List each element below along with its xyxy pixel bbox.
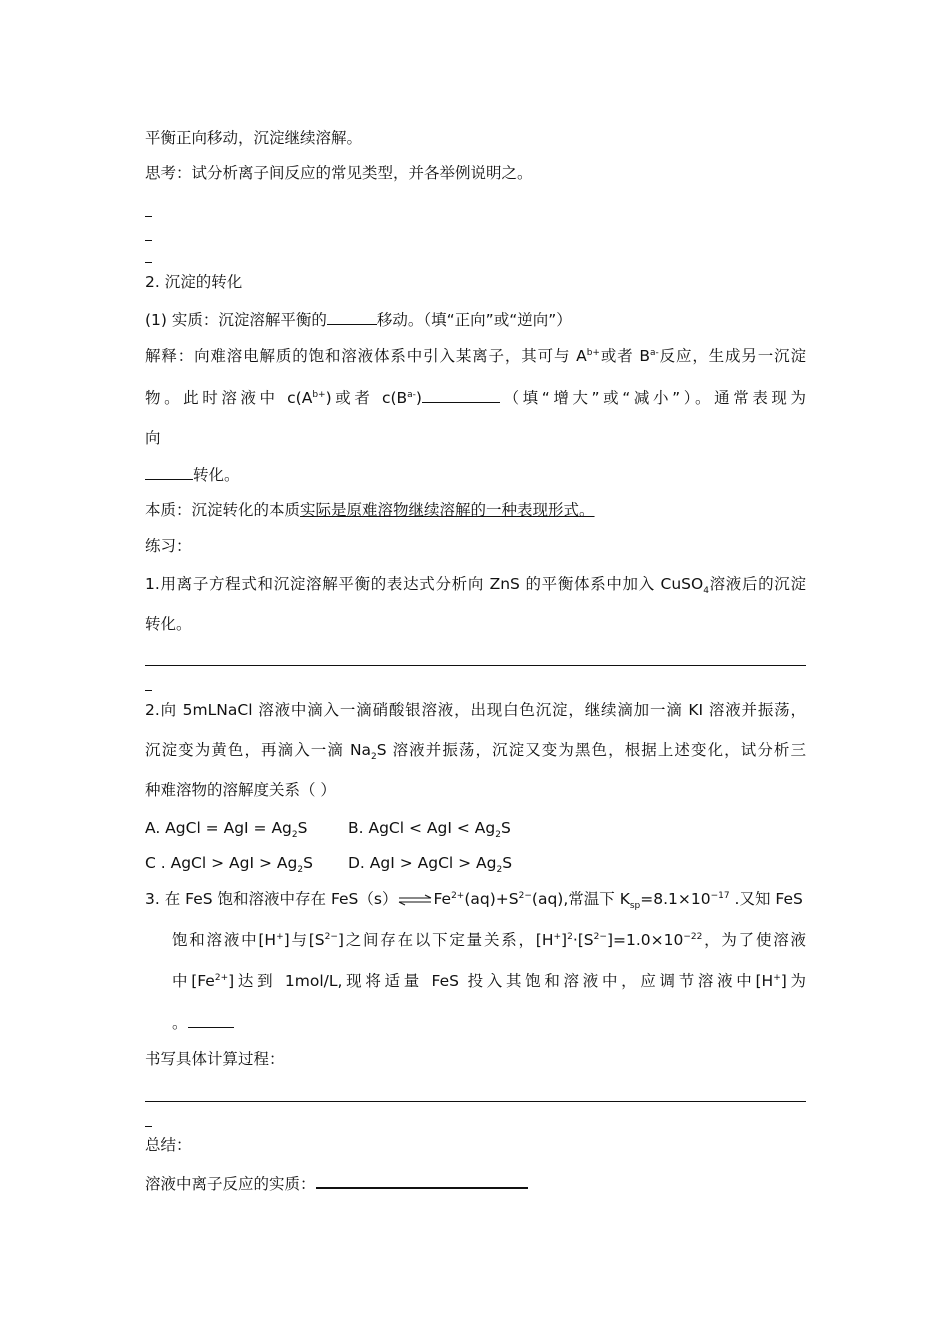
explanation-line: 转化。 xyxy=(145,464,240,485)
answer-blank[interactable] xyxy=(145,464,193,480)
answer-blank[interactable] xyxy=(422,387,500,403)
answer-blank[interactable] xyxy=(327,309,377,325)
summary-heading: 总结： xyxy=(145,1136,192,1154)
explanation-line: 物。此时溶液中 $c(A^{b+})$或者 $c(B^{a-})$ （填“增大”或“减小”）。通常表现为 xyxy=(145,389,806,407)
blank-dash xyxy=(145,240,152,241)
practice-item-1: 转化。 xyxy=(145,615,192,633)
practice-item-2: 沉淀变为黄色，再滴入一滴 $Na_2S$ 溶液并振荡，沉淀又变为黑色，根据上述变化，试分析三 xyxy=(145,741,806,763)
practice-item-2: 2.向 5mLNaCl 溶液中滴入一滴硝酸银溶液，出现白色沉淀，继续滴加一滴 KI 溶液并振荡， xyxy=(145,701,806,719)
practice-item-3: 中$[Fe^{2+}]$达到 1mol/L,现将适量 FeS 投入其饱和溶液中，应调节溶液中[H+]为 xyxy=(172,972,806,990)
answer-blank[interactable] xyxy=(188,1012,234,1028)
answer-rule[interactable] xyxy=(145,665,806,666)
blank-dash xyxy=(145,690,152,691)
option-b[interactable]: B. AgCl < AgI < $Ag_2S$ xyxy=(348,819,511,841)
practice-item-1: 1.用离子方程式和沉淀溶解平衡的表达式分析向 ZnS 的平衡体系中加入 CuSO$_4$溶液后的沉淀 xyxy=(145,575,806,597)
text-line: 平衡正向移动，沉淀继续溶解。 xyxy=(145,129,363,147)
answer-rule[interactable] xyxy=(145,1101,806,1102)
summary-line: 溶液中离子反应的实质： xyxy=(145,1172,528,1194)
practice-item-3: 。 xyxy=(172,1012,234,1033)
explanation-line: 解释：向难溶电解质的饱和溶液体系中引入某离子，其可与 $A^{b+}$或者 $B^{a-}$反应，生成另一沉淀 xyxy=(145,347,806,365)
calc-prompt: 书写具体计算过程： xyxy=(145,1050,285,1068)
practice-item-3: 3. 在 FeS 饱和溶液中存在 FeS（s） $Fe^{2+}(aq)+S^{2-}(aq)$,常温下 $K_{sp}=8.1\times 10^{-17}$ .又知 FeS xyxy=(145,890,803,912)
blank-dash xyxy=(145,216,152,217)
answer-blank[interactable] xyxy=(316,1172,528,1189)
option-c[interactable]: C . AgCl > AgI > $Ag_2S$ xyxy=(145,854,313,876)
blank-dash xyxy=(145,1126,152,1127)
equilibrium-arrow-icon xyxy=(397,894,433,906)
practice-item-2: 种难溶物的溶解度关系（ ） xyxy=(145,781,336,799)
explanation-line: 向 xyxy=(145,429,161,447)
essence-line: 本质：沉淀转化的本质实际是原难溶物继续溶解的一种表现形式。 xyxy=(145,501,595,519)
option-d[interactable]: D. AgI > AgCl > $Ag_2S$ xyxy=(348,854,513,876)
question-line: (1) 实质：沉淀溶解平衡的 移动。（填“正向”或“逆向”） xyxy=(145,311,572,329)
practice-item-3: 饱和溶液中[H+]与$[S^{2-}]$之间存在以下定量关系，$[H^+]^2\cdot[S^{2-}]=1.0\times 10^{-22}$，为了使溶液 xyxy=(172,931,806,949)
text-line: 思考：试分析离子间反应的常见类型，并各举例说明之。 xyxy=(145,164,533,182)
section-heading: 2. 沉淀的转化 xyxy=(145,273,243,291)
option-a[interactable]: A. AgCl = AgI = $Ag_2S$ xyxy=(145,819,308,841)
practice-heading: 练习： xyxy=(145,537,192,555)
blank-dash xyxy=(145,262,152,263)
